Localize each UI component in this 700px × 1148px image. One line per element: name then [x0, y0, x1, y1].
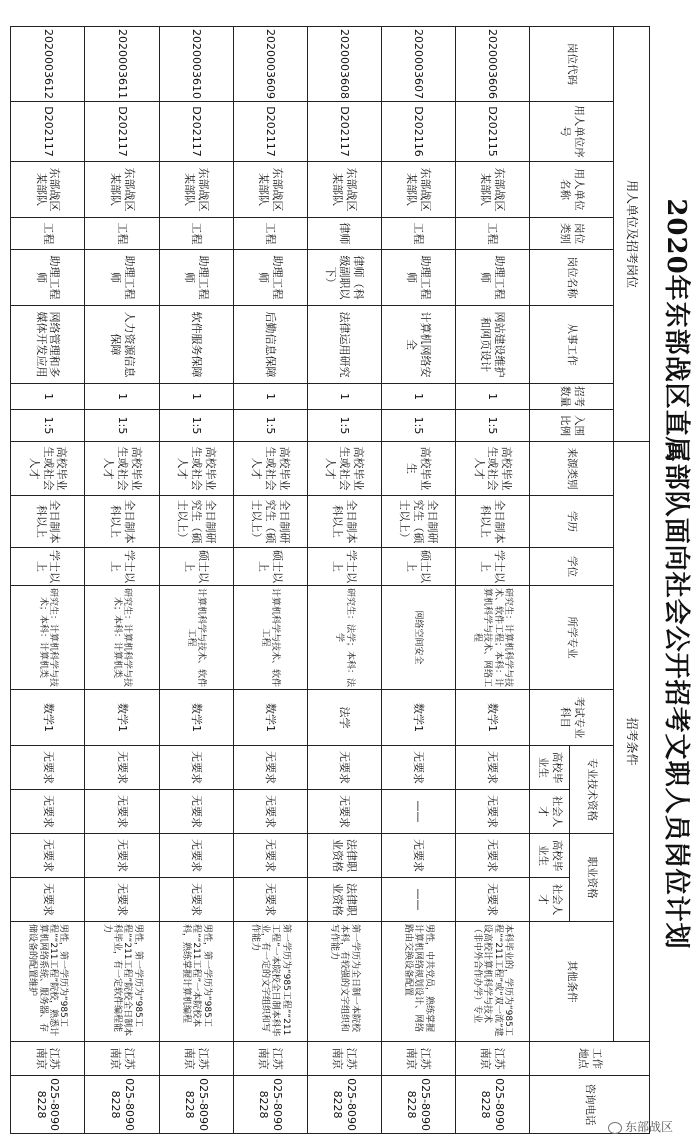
cell-other: 第一学历为全日制一本院校本科，有较强的文字组织和写作能力 — [307, 922, 381, 1042]
header-count: 招考数量 — [530, 384, 614, 410]
cell-ratio: 1:5 — [455, 410, 529, 442]
cell-unit-name: 东部战区某部队 — [159, 162, 233, 218]
cell-category: 工程 — [381, 218, 455, 250]
cell-major: 研究生：计算机科学与技术；本科：计算机类 — [85, 586, 159, 690]
cell-tech-social: —— — [381, 790, 455, 834]
cell-education: 全日制本科以上 — [307, 496, 381, 548]
cell-unit-name: 东部战区某部队 — [85, 162, 159, 218]
cell-exam: 数学1 — [233, 690, 307, 746]
cell-exam: 法学 — [307, 690, 381, 746]
cell-education: 全日制本科以上 — [11, 496, 85, 548]
header-other: 其他条件 — [530, 922, 614, 1042]
cell-place: 江苏南京 — [455, 1042, 529, 1076]
cell-education: 全日制研究生（硕士以上） — [381, 496, 455, 548]
cell-source: 高校毕业生 — [381, 442, 455, 496]
cell-career-social: 无要求 — [85, 878, 159, 922]
table-row — [307, 27, 381, 1134]
cell-degree: 硕士以上 — [233, 548, 307, 586]
cell-career-social: 无要求 — [233, 878, 307, 922]
cell-post: 助理工程师 — [381, 250, 455, 306]
table-row — [11, 27, 85, 1134]
cell-place: 江苏南京 — [159, 1042, 233, 1076]
cell-education: 全日制本科以上 — [85, 496, 159, 548]
cell-post: 律师（科级副职以下） — [307, 250, 381, 306]
cell-tech-social: 无要求 — [455, 790, 529, 834]
header-post-category: 岗位类别 — [530, 218, 614, 250]
cell-tech-grad: 无要求 — [381, 746, 455, 790]
cell-major: 计算机科学与技术、软件工程 — [159, 586, 233, 690]
header-exam-subject: 考试专业科目 — [530, 690, 614, 746]
table-row — [159, 27, 233, 1134]
header-group-conditions: 招考条件 — [614, 442, 650, 1042]
header-unit-code: 用人单位序号 — [530, 102, 614, 162]
cell-source: 高校毕业生或社会人才 — [307, 442, 381, 496]
cell-career-social: —— — [381, 878, 455, 922]
cell-post: 助理工程师 — [159, 250, 233, 306]
watermark — [608, 1118, 673, 1135]
header-tech-grad: 高校毕业生 — [530, 746, 570, 790]
cell-other: 第一学历为“985工程”“211工程”一本院校全日制本科毕业，有一定的文字组织和写作能力 — [233, 922, 307, 1042]
header-unit-name: 用人单位名称 — [530, 162, 614, 218]
table-row — [85, 27, 159, 1134]
cell-post: 助理工程师 — [233, 250, 307, 306]
cell-count: 1 — [455, 384, 529, 410]
cell-duty: 网络管理和多媒体开发应用 — [11, 306, 85, 384]
cell-unit-code: D202117 — [159, 102, 233, 162]
cell-post: 助理工程师 — [455, 250, 529, 306]
wechat-icon — [608, 1122, 622, 1134]
header-career-qual: 职业资格 — [570, 834, 614, 922]
cell-category: 律师 — [307, 218, 381, 250]
cell-post-code: 2020003611 — [85, 27, 159, 102]
cell-duty: 计算机网络安全 — [381, 306, 455, 384]
cell-ratio: 1:5 — [233, 410, 307, 442]
cell-major: 计算机科学与技术、软件工程 — [233, 586, 307, 690]
cell-ratio: 1:5 — [159, 410, 233, 442]
cell-category: 工程 — [159, 218, 233, 250]
cell-duty: 软件服务保障 — [159, 306, 233, 384]
cell-tech-grad: 无要求 — [159, 746, 233, 790]
table-body — [11, 27, 530, 1134]
header-source: 来源类别 — [530, 442, 614, 496]
table-row — [233, 27, 307, 1134]
cell-ratio: 1:5 — [381, 410, 455, 442]
cell-ratio: 1:5 — [85, 410, 159, 442]
cell-major: 网络空间安全 — [381, 586, 455, 690]
cell-unit-name: 东部战区某部队 — [455, 162, 529, 218]
cell-count: 1 — [159, 384, 233, 410]
cell-duty: 法律运用研究 — [307, 306, 381, 384]
table-row — [381, 27, 455, 1134]
cell-duty: 人力资源信息保障 — [85, 306, 159, 384]
cell-count: 1 — [381, 384, 455, 410]
cell-unit-code: D202116 — [381, 102, 455, 162]
cell-post-code: 2020003609 — [233, 27, 307, 102]
cell-unit-code: D202117 — [85, 102, 159, 162]
cell-place: 江苏南京 — [85, 1042, 159, 1076]
watermark-text: 东部战区 — [625, 1120, 674, 1134]
cell-phone: 025-80908228 — [381, 1076, 455, 1134]
header-degree: 学位 — [530, 548, 614, 586]
cell-ratio: 1:5 — [307, 410, 381, 442]
cell-major: 研究生：法学；本科：法学 — [307, 586, 381, 690]
cell-career-grad: 无要求 — [159, 834, 233, 878]
cell-career-social: 无要求 — [455, 878, 529, 922]
cell-unit-name: 东部战区某部队 — [11, 162, 85, 218]
header-post-name: 岗位名称 — [530, 250, 614, 306]
cell-unit-code: D202115 — [455, 102, 529, 162]
cell-unit-name: 东部战区某部队 — [381, 162, 455, 218]
cell-post-code: 2020003607 — [381, 27, 455, 102]
header-tech-social: 社会人才 — [530, 790, 570, 834]
cell-other: 男性，中共党员，熟练掌握计算机网络规划设计、网络路由交换设备配置 — [381, 922, 455, 1042]
cell-source: 高校毕业生或社会人才 — [11, 442, 85, 496]
header-group-row — [614, 27, 650, 1134]
cell-tech-grad: 无要求 — [307, 746, 381, 790]
cell-count: 1 — [307, 384, 381, 410]
header-duty: 从事工作 — [530, 306, 614, 384]
cell-tech-grad: 无要求 — [233, 746, 307, 790]
cell-phone: 025-80908228 — [159, 1076, 233, 1134]
header-work-place: 工作地点 — [530, 1042, 650, 1076]
cell-source: 高校毕业生或社会人才 — [159, 442, 233, 496]
cell-place: 江苏南京 — [11, 1042, 85, 1076]
cell-other: 男性，第一学历为“985工程”“211工程”院校全日制本科毕业，有一定软件编程能力 — [85, 922, 159, 1042]
cell-career-grad: 无要求 — [11, 834, 85, 878]
cell-exam: 数学1 — [11, 690, 85, 746]
cell-unit-code: D202117 — [11, 102, 85, 162]
cell-career-grad: 无要求 — [455, 834, 529, 878]
cell-unit-code: D202117 — [307, 102, 381, 162]
cell-place: 江苏南京 — [233, 1042, 307, 1076]
cell-count: 1 — [11, 384, 85, 410]
cell-exam: 数学1 — [85, 690, 159, 746]
cell-tech-grad: 无要求 — [85, 746, 159, 790]
cell-post-code: 2020003608 — [307, 27, 381, 102]
header-education: 学历 — [530, 496, 614, 548]
cell-major: 研究生：计算机科学与技术；本科：计算机类 — [11, 586, 85, 690]
cell-degree: 学士以上 — [307, 548, 381, 586]
cell-career-social: 无要求 — [159, 878, 233, 922]
cell-education: 全日制研究生（硕士以上） — [159, 496, 233, 548]
header-tech-qual: 专业技术资格 — [570, 746, 614, 834]
cell-post-code: 2020003606 — [455, 27, 529, 102]
cell-exam: 数学1 — [455, 690, 529, 746]
header-career-social: 社会人才 — [530, 878, 570, 922]
table-row — [455, 27, 529, 1134]
cell-career-grad: 法律职业资格 — [307, 834, 381, 878]
cell-degree: 学士以上 — [85, 548, 159, 586]
cell-tech-social: 无要求 — [233, 790, 307, 834]
cell-post: 助理工程师 — [11, 250, 85, 306]
cell-phone: 025-80908228 — [11, 1076, 85, 1134]
cell-education: 全日制本科以上 — [455, 496, 529, 548]
header-phone: 咨询电话 — [530, 1076, 650, 1134]
cell-unit-name: 东部战区某部队 — [307, 162, 381, 218]
header-career-grad: 高校毕业生 — [530, 834, 570, 878]
cell-tech-social: 无要求 — [11, 790, 85, 834]
cell-duty: 网站建设维护和网页设计 — [455, 306, 529, 384]
cell-category: 工程 — [233, 218, 307, 250]
cell-unit-name: 东部战区某部队 — [233, 162, 307, 218]
cell-place: 江苏南京 — [381, 1042, 455, 1076]
cell-post-code: 2020003610 — [159, 27, 233, 102]
header-ratio: 入围比例 — [530, 410, 614, 442]
document-title: 2020年东部战区直属部队面向社会公开招考文职人员岗位计划 — [661, 198, 691, 950]
cell-other: 男性，第一学历为“985工程”“211工程”一本院校本科，熟练掌握计算机编程 — [159, 922, 233, 1042]
cell-career-grad: 无要求 — [233, 834, 307, 878]
cell-tech-social: 无要求 — [159, 790, 233, 834]
cell-degree: 学士以上 — [455, 548, 529, 586]
cell-category: 工程 — [11, 218, 85, 250]
cell-duty: 后勤信息保障 — [233, 306, 307, 384]
cell-phone: 025-80908228 — [307, 1076, 381, 1134]
cell-career-social: 法律职业资格 — [307, 878, 381, 922]
cell-unit-code: D202117 — [233, 102, 307, 162]
cell-tech-grad: 无要求 — [11, 746, 85, 790]
cell-degree: 学士以上 — [11, 548, 85, 586]
cell-post: 助理工程师 — [85, 250, 159, 306]
cell-phone: 025-80908228 — [455, 1076, 529, 1134]
cell-education: 全日制研究生（硕士以上） — [233, 496, 307, 548]
header-row-2 — [570, 27, 614, 1134]
cell-career-social: 无要求 — [11, 878, 85, 922]
recruitment-table — [10, 26, 650, 1134]
cell-source: 高校毕业生或社会人才 — [85, 442, 159, 496]
cell-place: 江苏南京 — [307, 1042, 381, 1076]
cell-tech-grad: 无要求 — [455, 746, 529, 790]
cell-other: 本科毕业的，学历为“985工程”“211工程”或“双一流”建设高校计算机科学与技术（非中外合作办学）专业 — [455, 922, 529, 1042]
cell-category: 工程 — [455, 218, 529, 250]
cell-career-grad: 无要求 — [381, 834, 455, 878]
cell-exam: 数学1 — [159, 690, 233, 746]
cell-phone: 025-80908228 — [233, 1076, 307, 1134]
cell-exam: 数学1 — [381, 690, 455, 746]
cell-category: 工程 — [85, 218, 159, 250]
cell-ratio: 1:5 — [11, 410, 85, 442]
cell-other: 男性，第一学历为“985工程”“211工程”院校，熟悉计算机网络系统、服务器、存储设备的配置维护 — [11, 922, 85, 1042]
header-group-unit: 用人单位及招考岗位 — [614, 27, 650, 442]
cell-count: 1 — [85, 384, 159, 410]
cell-tech-social: 无要求 — [307, 790, 381, 834]
cell-tech-social: 无要求 — [85, 790, 159, 834]
cell-count: 1 — [233, 384, 307, 410]
cell-career-grad: 无要求 — [85, 834, 159, 878]
cell-source: 高校毕业生或社会人才 — [233, 442, 307, 496]
cell-post-code: 2020003612 — [11, 27, 85, 102]
cell-major: 研究生：计算机科学与技术、软件工程；本科：计算机科学与技术、网络工程 — [455, 586, 529, 690]
cell-degree: 硕士以上 — [159, 548, 233, 586]
cell-phone: 025-80908228 — [85, 1076, 159, 1134]
header-major: 所学专业 — [530, 586, 614, 690]
cell-degree: 硕士以上 — [381, 548, 455, 586]
header-post-code: 岗位代码 — [530, 27, 614, 102]
cell-source: 高校毕业生或社会人才 — [455, 442, 529, 496]
